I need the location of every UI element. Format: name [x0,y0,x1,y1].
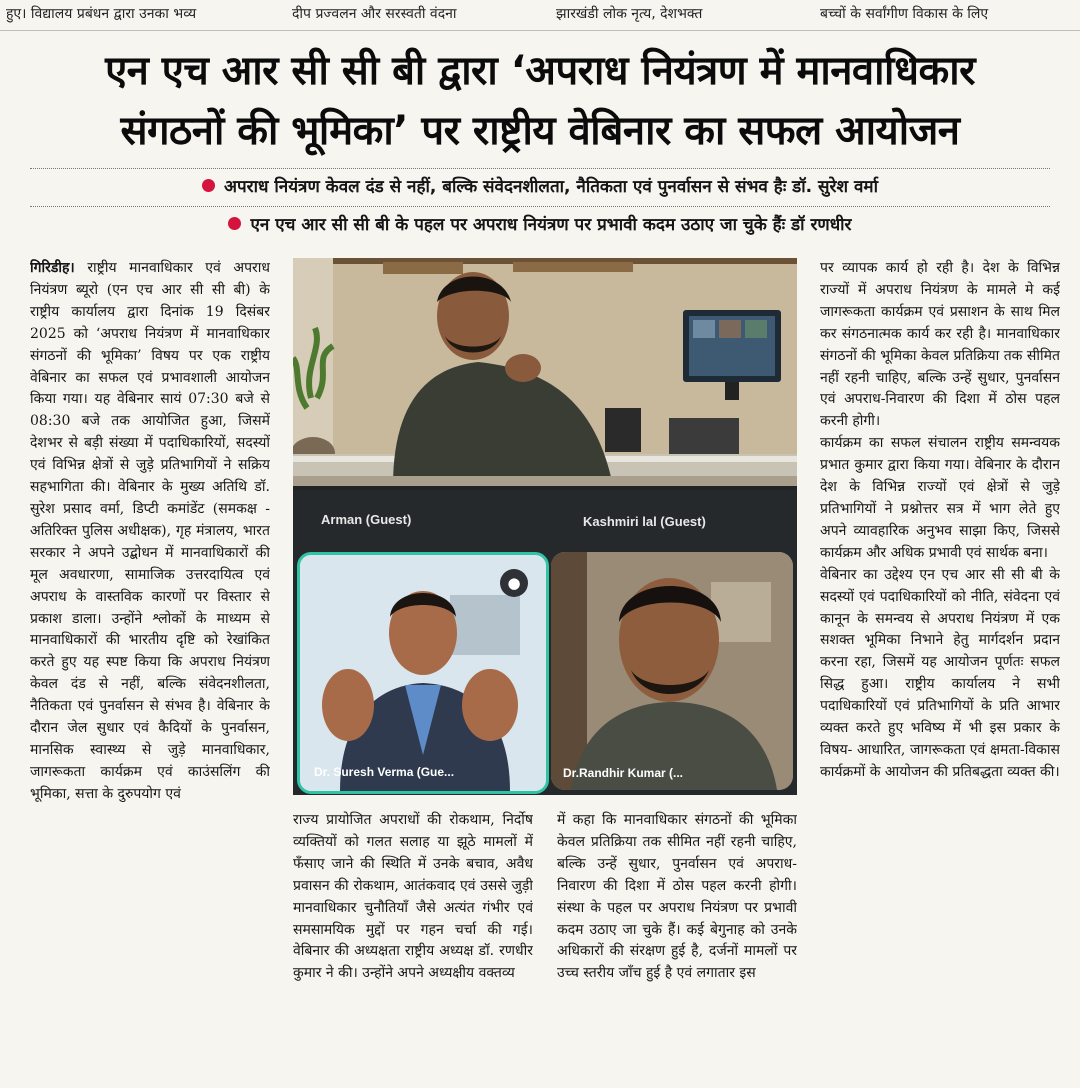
news-photo [293,258,797,795]
subhead-2 [0,213,1080,237]
video-tile-randhir-kumar [551,552,793,790]
participant-silhouette [551,552,793,790]
strip-text-1: हुए। विद्यालय प्रबंधन द्वारा उनका भव्य [6,6,197,22]
headline-line-2: संगठनों की भूमिका’ पर राष्ट्रीय वेबिनार का सफल आयोजन [120,108,960,154]
strip-text-2: दीप प्रज्वलन और सरस्वती वंदना [292,6,457,22]
article-column-3 [557,810,797,1068]
bullet-icon [228,217,241,230]
participant-label-arman: Arman (Guest) [321,512,412,527]
column-3-text: में कहा कि मानवाधिकार संगठनों की भूमिका केवल प्रतिक्रिया तक सीमित नहीं रहनी चाहिए, बल्कि उन्हें सुधार, पुनर्वासन एवं अपराध-निवारण की दिशा में ठोस पहल करनी होगी। संस्था के पहल पर अपराध नियंत्रण पर प्रभावी कदम उठाए जा चुके हैं। कई बेगुनाह को उनके अधिकारों की संरक्षण हुई है, दर्जनों मामलों पर उच्च स्तरीय जाँच हुई है एवं लगातार इस [557,812,797,982]
office-photo [293,258,797,486]
headline-line-1: एन एच आर सी सी बी द्वारा ‘अपराध नियंत्रण में मानवाधिकार [105,48,975,94]
bullet-icon [202,179,215,192]
subhead-1-text: अपराध नियंत्रण केवल दंड से नहीं, बल्कि संवेदनशीलता, नैतिकता एवं पुनर्वासन से संभव हैः डॉ. सुरेश वर्मा [223,177,878,197]
participant-name-randhir: Dr.Randhir Kumar (... [563,766,684,780]
microphone-icon[interactable]: ● [500,569,528,597]
article-column-1 [30,258,270,1068]
subhead-1 [0,175,1080,199]
office-scene-illustration [293,258,797,486]
participant-label-kashmiri: Kashmiri lal (Guest) [583,514,706,529]
participant-name-suresh: Dr. Suresh Verma (Gue... [314,765,455,779]
article-column-2 [293,810,533,1068]
column-1-text: राष्ट्रीय मानवाधिकार एवं अपराध नियंत्रण ब्यूरो (एन एच आर सी सी बी) के राष्ट्रीय कार्यालय द्वारा दिनांक 19 दिसंबर 2025 को ‘अपराध नियंत्रण में मानवाधिकार संगठनों की भूमिका’ विषय पर एक राष्ट्रीय वेबिनार का सफल एवं प्रभावशाली आयोजन किया गया। यह वेबिनार सायं 07:30 बजे से 08:30 बजे तक आयोजित हुआ, जिसमें देशभर से बड़ी संख्या में पदाधिकारियों, सदस्यों एवं विभिन्न क्षेत्रों से जुड़े प्रतिभागियों ने सक्रिय सहभागिता की। वेबिनार के मुख्य अतिथि डॉ. सुरेश प्रसाद वर्मा, डिप्टी कमांडेंट (समकक्ष - अतिरिक्त पुलिस अधीक्षक), गृह मंत्रालय, भारत सरकार ने अपने उद्बोधन में मानवाधिकारों की मूल अवधारणा, सामाजिक उत्तरदायित्व एवं अपराध के वास्तविक कारणों पर विस्तार से प्रकाश डाला। उन्होंने श्लोकों के माध्यम से मानवाधिकारों की भारतीय दृष्टि को रेखांकित करते हुए यह स्पष्ट किया कि अपराध नियंत्रण केवल दंड से नहीं, बल्कि संवेदनशीलता, नैतिकता एवं पुनर्वासन से संभव है। वेबिनार के दौरान जेल सुधार एवं कैदियों के पुनर्वासन, मानसिक स्वास्थ्य से जुड़े मानवाधिकार, जागरूकता कार्यक्रम एवं काउंसलिंग की भूमिका, सत्ता के दुरुपयोग एवं [30,260,270,802]
video-tile-suresh-verma [297,552,549,794]
previous-article-strip [0,0,1080,31]
dateline: गिरिडीह। [30,260,75,276]
divider [30,168,1050,169]
column-4-paragraph-2: कार्यक्रम का सफल संचालन राष्ट्रीय समन्वयक प्रभात कुमार द्वारा किया गया। वेबिनार के दौरान देश के विभिन्न राज्यों एवं क्षेत्रों से जुड़े प्रतिभागियों ने प्रश्नोत्तर सत्र में भाग लेते हुए अपने व्यावहारिक अनुभव साझा किए, जिससे कार्यक्रम और अधिक प्रभावी एवं सार्थक बना। [820,435,1060,561]
column-2-text: राज्य प्रायोजित अपराधों की रोकथाम, निर्दोष व्यक्तियों को गलत सलाह या झूठे मामलों में फँसाए जाने की स्थिति में उनके बचाव, अवैध प्रवासन की रोकथाम, आतंकवाद एवं उससे जुड़ी मानवाधिकार चुनौतियाँ जैसे अत्यंत गंभीर एवं समसामयिक मुद्दों पर गहन चर्चा की गई। वेबिनार की अध्यक्षता राष्ट्रीय अध्यक्ष डॉ. रणधीर कुमार ने की। उन्होंने अपने अध्यक्षीय वक्तव्य [293,812,533,982]
article-column-4 [820,258,1060,1068]
column-4-paragraph-1: पर व्यापक कार्य हो रही है। देश के विभिन्न राज्यों में अपराध नियंत्रण के मामले मे कई जागरूकता कार्यक्रम एवं प्रसाशन के साथ मिल कर संगठनात्मक कार्य कर रही है। मानवाधिकार संगठनों की भूमिका केवल प्रतिक्रिया तक सीमित नहीं रहनी चाहिए, बल्कि उन्हें सुधार, पुनर्वासन एवं अपराध-निवारण की दिशा में ठोस पहल करनी होगी। [820,260,1060,430]
column-4-paragraph-3: वेबिनार का उद्देश्य एन एच आर सी सी बी के सदस्यों एवं पदाधिकारियों को नीति, संवेदना एवं कानून के समन्वय से अपराध नियंत्रण में एक सशक्त भूमिका निभाने हेतु मार्गदर्शन प्रदान करना रहा, जिसमें यह आयोजन पूर्णतः सफल सिद्ध हुआ। राष्ट्रीय कार्यालय ने सभी पदाधिकारियों एवं प्रतिभागियों के प्रति आभार व्यक्त करते हुए भविष्य में भी इस प्रकार के विषय- आधारित, जागरूकता एवं क्षमता-विकास कार्यक्रमों के आयोजन की प्रतिबद्धता व्यक्त की। [820,566,1060,780]
strip-text-3: झारखंडी लोक नृत्य, देशभक्त [556,6,703,22]
divider [30,206,1050,207]
video-call-grid [293,490,797,795]
strip-text-4: बच्चों के सर्वांगीण विकास के लिए [820,6,989,22]
subhead-2-text: एन एच आर सी सी बी के पहल पर अपराध नियंत्रण पर प्रभावी कदम उठाए जा चुके हैंः डॉ रणधीर [250,215,852,235]
